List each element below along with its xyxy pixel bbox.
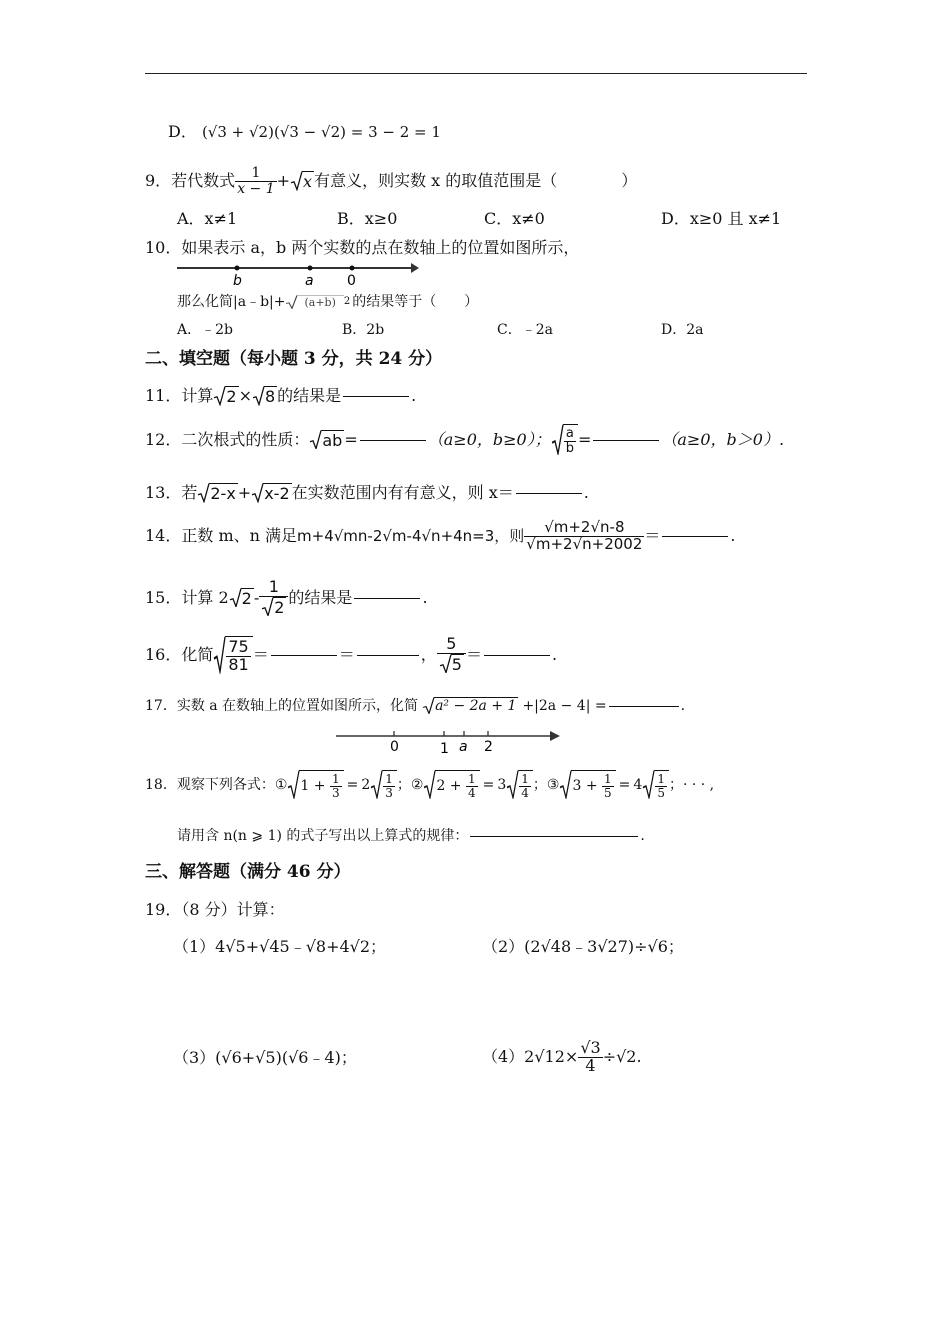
q11-radical-1 xyxy=(213,386,238,406)
q19-part-3: （3）(√6+√5)(√6﹣4)； xyxy=(173,1048,357,1067)
q11-prefix: 11．计算 xyxy=(145,385,214,405)
arrow-icon xyxy=(550,731,560,741)
q10-text: 10．如果表示 a，b 两个实数的点在数轴上的位置如图所示， xyxy=(145,238,580,257)
label-2: 2 xyxy=(484,739,493,755)
p4-prefix: （4）2√12× xyxy=(482,1047,579,1067)
radical-sign-icon xyxy=(290,171,303,191)
q18-radical-2 xyxy=(423,770,479,799)
coef: 4 xyxy=(633,776,643,793)
q11-suffix: 的结果是 xyxy=(277,385,342,405)
q14-condition: m+4√mn-2√m-4√n+4n=3，则 xyxy=(297,526,525,545)
answer-blank[interactable] xyxy=(662,535,728,537)
question-15 xyxy=(145,579,428,616)
q8-rhs: = 3 − 2 = 1 xyxy=(350,123,441,141)
comma: ， xyxy=(420,644,437,664)
q15-prefix: 15．计算 2 xyxy=(145,587,229,607)
q9-option-a: A．x≠1 xyxy=(177,209,238,228)
times-sign: × xyxy=(238,385,252,405)
answer-blank[interactable] xyxy=(470,835,638,837)
q14-fraction xyxy=(524,520,644,553)
frac-den: 4 xyxy=(585,1055,596,1075)
separator: ； xyxy=(532,776,547,793)
q17-prefix: 17．实数 a 在数轴上的位置如图所示，化简 xyxy=(145,697,419,714)
circled-2: ② xyxy=(410,776,424,793)
q10-radical xyxy=(285,295,343,309)
answer-blank[interactable] xyxy=(354,597,420,599)
option-label: D． xyxy=(168,122,197,141)
question-18: 18．观察下列各式： ① 1 + $\frac{1}{3}$ = 2 $\frac{1}{3}$ ； ② 2 + $\frac{1}{4}$ = 3 $\frac{1}{4}$ ； ③ 3 + $\frac{1}{5}$ = 4 $\frac{1}{5}$ ； · · · , xyxy=(145,772,715,800)
minus-sign: - xyxy=(253,587,260,607)
answer-blank-1[interactable] xyxy=(271,654,337,656)
period: . xyxy=(583,482,589,502)
q12-condition-2: （a≥0，b＞0）. xyxy=(661,429,785,449)
point-b xyxy=(235,266,240,271)
q18-line2-text: 请用含 n(n ⩾ 1) 的式子写出以上算式的规律： xyxy=(177,828,469,844)
q18-radical-2b xyxy=(506,770,533,799)
radical-sign-icon xyxy=(229,588,242,608)
q10-number-line xyxy=(175,260,420,290)
radical-sign-icon xyxy=(559,770,572,799)
rad-content: 2 xyxy=(241,588,252,608)
equals-sign: ＝ xyxy=(465,644,482,664)
radical-sign-icon xyxy=(197,483,210,503)
q10-line2-suffix: 的结果等于（ ） xyxy=(352,294,479,311)
rad-content: a² − 2a + 1 xyxy=(435,698,517,714)
frac-num: 1 xyxy=(604,772,612,786)
q12-condition-1: （a≥0，b≥0）； xyxy=(427,429,551,449)
rad-content: 2-x xyxy=(210,484,236,503)
q9-radical xyxy=(290,171,314,191)
label-a: a xyxy=(305,273,314,289)
answer-blank[interactable] xyxy=(609,705,679,707)
q10-option-a: A．﹣2b xyxy=(177,322,233,338)
q13-prefix: 13．若 xyxy=(145,482,198,502)
q18-radical-1b xyxy=(370,770,397,799)
frac-num: 5 xyxy=(437,636,466,654)
q12-radical-1 xyxy=(309,430,344,450)
q13-radical-1 xyxy=(197,483,237,503)
q9-prefix: 9．若代数式 xyxy=(145,171,236,191)
frac-den: 81 xyxy=(228,654,249,674)
period: . xyxy=(411,385,417,405)
question-14 xyxy=(145,520,736,553)
q19-part-1: （1）4√5+√45﹣√8+4√2； xyxy=(173,937,387,956)
equals-sign: ＝ xyxy=(338,644,355,664)
rad-content: ab xyxy=(322,430,343,450)
header-rule xyxy=(145,73,807,74)
answer-blank-2[interactable] xyxy=(593,439,659,441)
frac-den: 4 xyxy=(467,785,476,800)
rad-content: (a+b) xyxy=(304,296,336,309)
q10-option-b: B．2b xyxy=(342,322,385,338)
answer-blank-3[interactable] xyxy=(484,654,550,656)
circled-3: ③ xyxy=(546,776,560,793)
separator: ； xyxy=(396,776,411,793)
point-0 xyxy=(350,266,355,271)
coef: 3 xyxy=(497,776,507,793)
period: . xyxy=(422,587,428,607)
radical-sign-icon xyxy=(370,770,383,799)
q10-line2 xyxy=(177,295,478,309)
circled-1: ① xyxy=(274,776,288,793)
q15-suffix: 的结果是 xyxy=(288,587,353,607)
period: . xyxy=(680,697,686,714)
label-1: 1 xyxy=(440,741,449,756)
rad-content: 2 xyxy=(226,387,237,406)
radical-sign-icon xyxy=(309,430,322,450)
plus-sign: + xyxy=(276,171,291,191)
radical-sign-icon xyxy=(213,386,226,406)
label-a: a xyxy=(459,739,468,755)
rad-term: 1 + xyxy=(300,778,330,795)
answer-blank-2[interactable] xyxy=(357,654,419,656)
p4-fraction xyxy=(578,1040,602,1075)
radical-sign-icon xyxy=(213,636,226,674)
exponent: 2 xyxy=(343,296,351,308)
q9-option-c: C．x≠0 xyxy=(484,209,545,228)
frac-den: √m+2√n+2002 xyxy=(526,534,643,553)
q15-fraction xyxy=(259,579,288,616)
period: . xyxy=(640,828,645,844)
q19-part-2: （2）(2√48﹣3√27)÷√6； xyxy=(482,937,684,956)
radical-sign-icon xyxy=(551,424,564,455)
answer-blank[interactable] xyxy=(516,492,582,494)
q10-option-d: D．2a xyxy=(661,322,704,338)
rad-content: 2 xyxy=(274,597,285,617)
rad-content: 5 xyxy=(451,654,462,674)
section-2-heading: 二、填空题（每小题 3 分，共 24 分） xyxy=(145,349,443,369)
label-0: 0 xyxy=(347,273,356,289)
q10-option-c: C．﹣2a xyxy=(497,322,553,338)
rad-content: x xyxy=(303,172,313,192)
frac-den-radical xyxy=(261,597,286,617)
question-9 xyxy=(145,166,637,196)
radical-sign-icon xyxy=(642,770,655,799)
q16-fraction-2 xyxy=(437,636,466,673)
q9-fraction xyxy=(235,166,276,196)
point-a xyxy=(308,266,313,271)
q17-mid: +|2a − 4| = xyxy=(522,697,607,714)
frac-num: √3 xyxy=(580,1038,601,1057)
radical-sign-icon xyxy=(251,483,264,503)
rad-content: 8 xyxy=(264,387,276,406)
frac-num: a xyxy=(564,427,576,442)
frac-den: 5 xyxy=(604,785,612,800)
frac-num: 1 xyxy=(657,772,665,786)
q18-prefix: 18．观察下列各式： xyxy=(145,776,275,793)
q17-radical xyxy=(422,697,518,714)
arrow-icon xyxy=(411,263,419,273)
q15-radical xyxy=(229,588,254,608)
period: . xyxy=(551,644,558,664)
q8-expression: (√3 + √2)(√3 − √2) = 3 − 2 = 1 xyxy=(201,123,441,141)
radical-sign-icon xyxy=(506,770,519,799)
plus-sign: + xyxy=(237,482,252,502)
ellipsis: · · · , xyxy=(682,776,715,793)
p4-suffix: ÷√2. xyxy=(602,1047,642,1067)
rad-term: 2 + xyxy=(436,778,466,795)
frac-num: 1 xyxy=(467,772,476,786)
frac-num: 1 xyxy=(331,772,340,786)
question-16 xyxy=(145,636,557,674)
q19-part-4 xyxy=(482,1040,642,1075)
q18-radical-1 xyxy=(287,770,343,799)
equals-sign: = xyxy=(344,429,358,449)
frac-den: 5 xyxy=(657,785,665,800)
radical-sign-icon xyxy=(285,295,298,309)
separator: ； xyxy=(668,776,683,793)
q18-radical-3 xyxy=(559,770,615,799)
q9-option-d: D．x≥0 且 x≠1 xyxy=(661,209,782,228)
radical-sign-icon xyxy=(423,770,436,799)
radical-sign-icon xyxy=(422,697,435,714)
frac-den: 3 xyxy=(385,785,393,800)
equals-sign: = xyxy=(577,429,592,449)
section-3-heading: 三、解答题（满分 46 分） xyxy=(145,862,351,882)
q9-option-b: B．x≥0 xyxy=(337,209,398,228)
radical-sign-icon xyxy=(252,386,265,406)
q11-radical-2 xyxy=(252,386,277,406)
question-12 xyxy=(145,424,784,455)
frac-num: 1 xyxy=(235,166,276,182)
q19-title: 19．（8 分）计算： xyxy=(145,900,285,919)
q9-suffix: 有意义，则实数 x 的取值范围是（ ） xyxy=(314,171,638,191)
frac-den: x − 1 xyxy=(237,180,275,197)
label-0: 0 xyxy=(390,739,399,755)
period: . xyxy=(730,526,736,546)
question-17 xyxy=(145,697,685,714)
q10-line2-prefix: 那么化简|a﹣b|+ xyxy=(177,294,286,311)
equals-sign: ＝ xyxy=(644,526,661,546)
question-13 xyxy=(145,483,589,503)
q18-line2 xyxy=(177,829,645,843)
frac-den: b xyxy=(565,440,574,456)
answer-blank-1[interactable] xyxy=(360,439,426,441)
radical-sign-icon xyxy=(261,597,274,617)
frac-den-radical xyxy=(439,654,464,674)
q16-radical xyxy=(213,636,252,674)
radical-sign-icon xyxy=(439,654,452,674)
frac-num: 75 xyxy=(228,637,249,656)
frac-num: 1 xyxy=(259,579,288,597)
frac-num: 1 xyxy=(521,772,529,786)
q16-prefix: 16．化简 xyxy=(145,644,214,664)
rad-term: 3 + xyxy=(572,778,603,795)
q18-radical-3b xyxy=(642,770,669,799)
q17-number-line xyxy=(334,726,562,756)
equals-sign: ＝ xyxy=(252,644,269,664)
q12-radical-2 xyxy=(551,424,578,455)
radical-sign-icon xyxy=(287,770,300,799)
frac-num: √m+2√n-8 xyxy=(524,520,644,537)
q13-suffix: 在实数范围内有有意义，则 x＝ xyxy=(291,482,514,502)
q14-prefix: 14．正数 m、n 满足 xyxy=(145,526,298,546)
answer-blank[interactable] xyxy=(343,395,409,397)
frac-num: 1 xyxy=(385,772,393,786)
rad-content: x-2 xyxy=(264,484,290,503)
label-b: b xyxy=(233,273,242,289)
q8-option-d xyxy=(168,124,441,140)
q12-prefix: 12．二次根式的性质： xyxy=(145,429,310,449)
q13-radical-2 xyxy=(251,483,291,503)
frac-den: 4 xyxy=(521,785,529,800)
question-11 xyxy=(145,386,416,406)
frac-den: 3 xyxy=(331,785,340,800)
coef: 2 xyxy=(361,776,371,793)
